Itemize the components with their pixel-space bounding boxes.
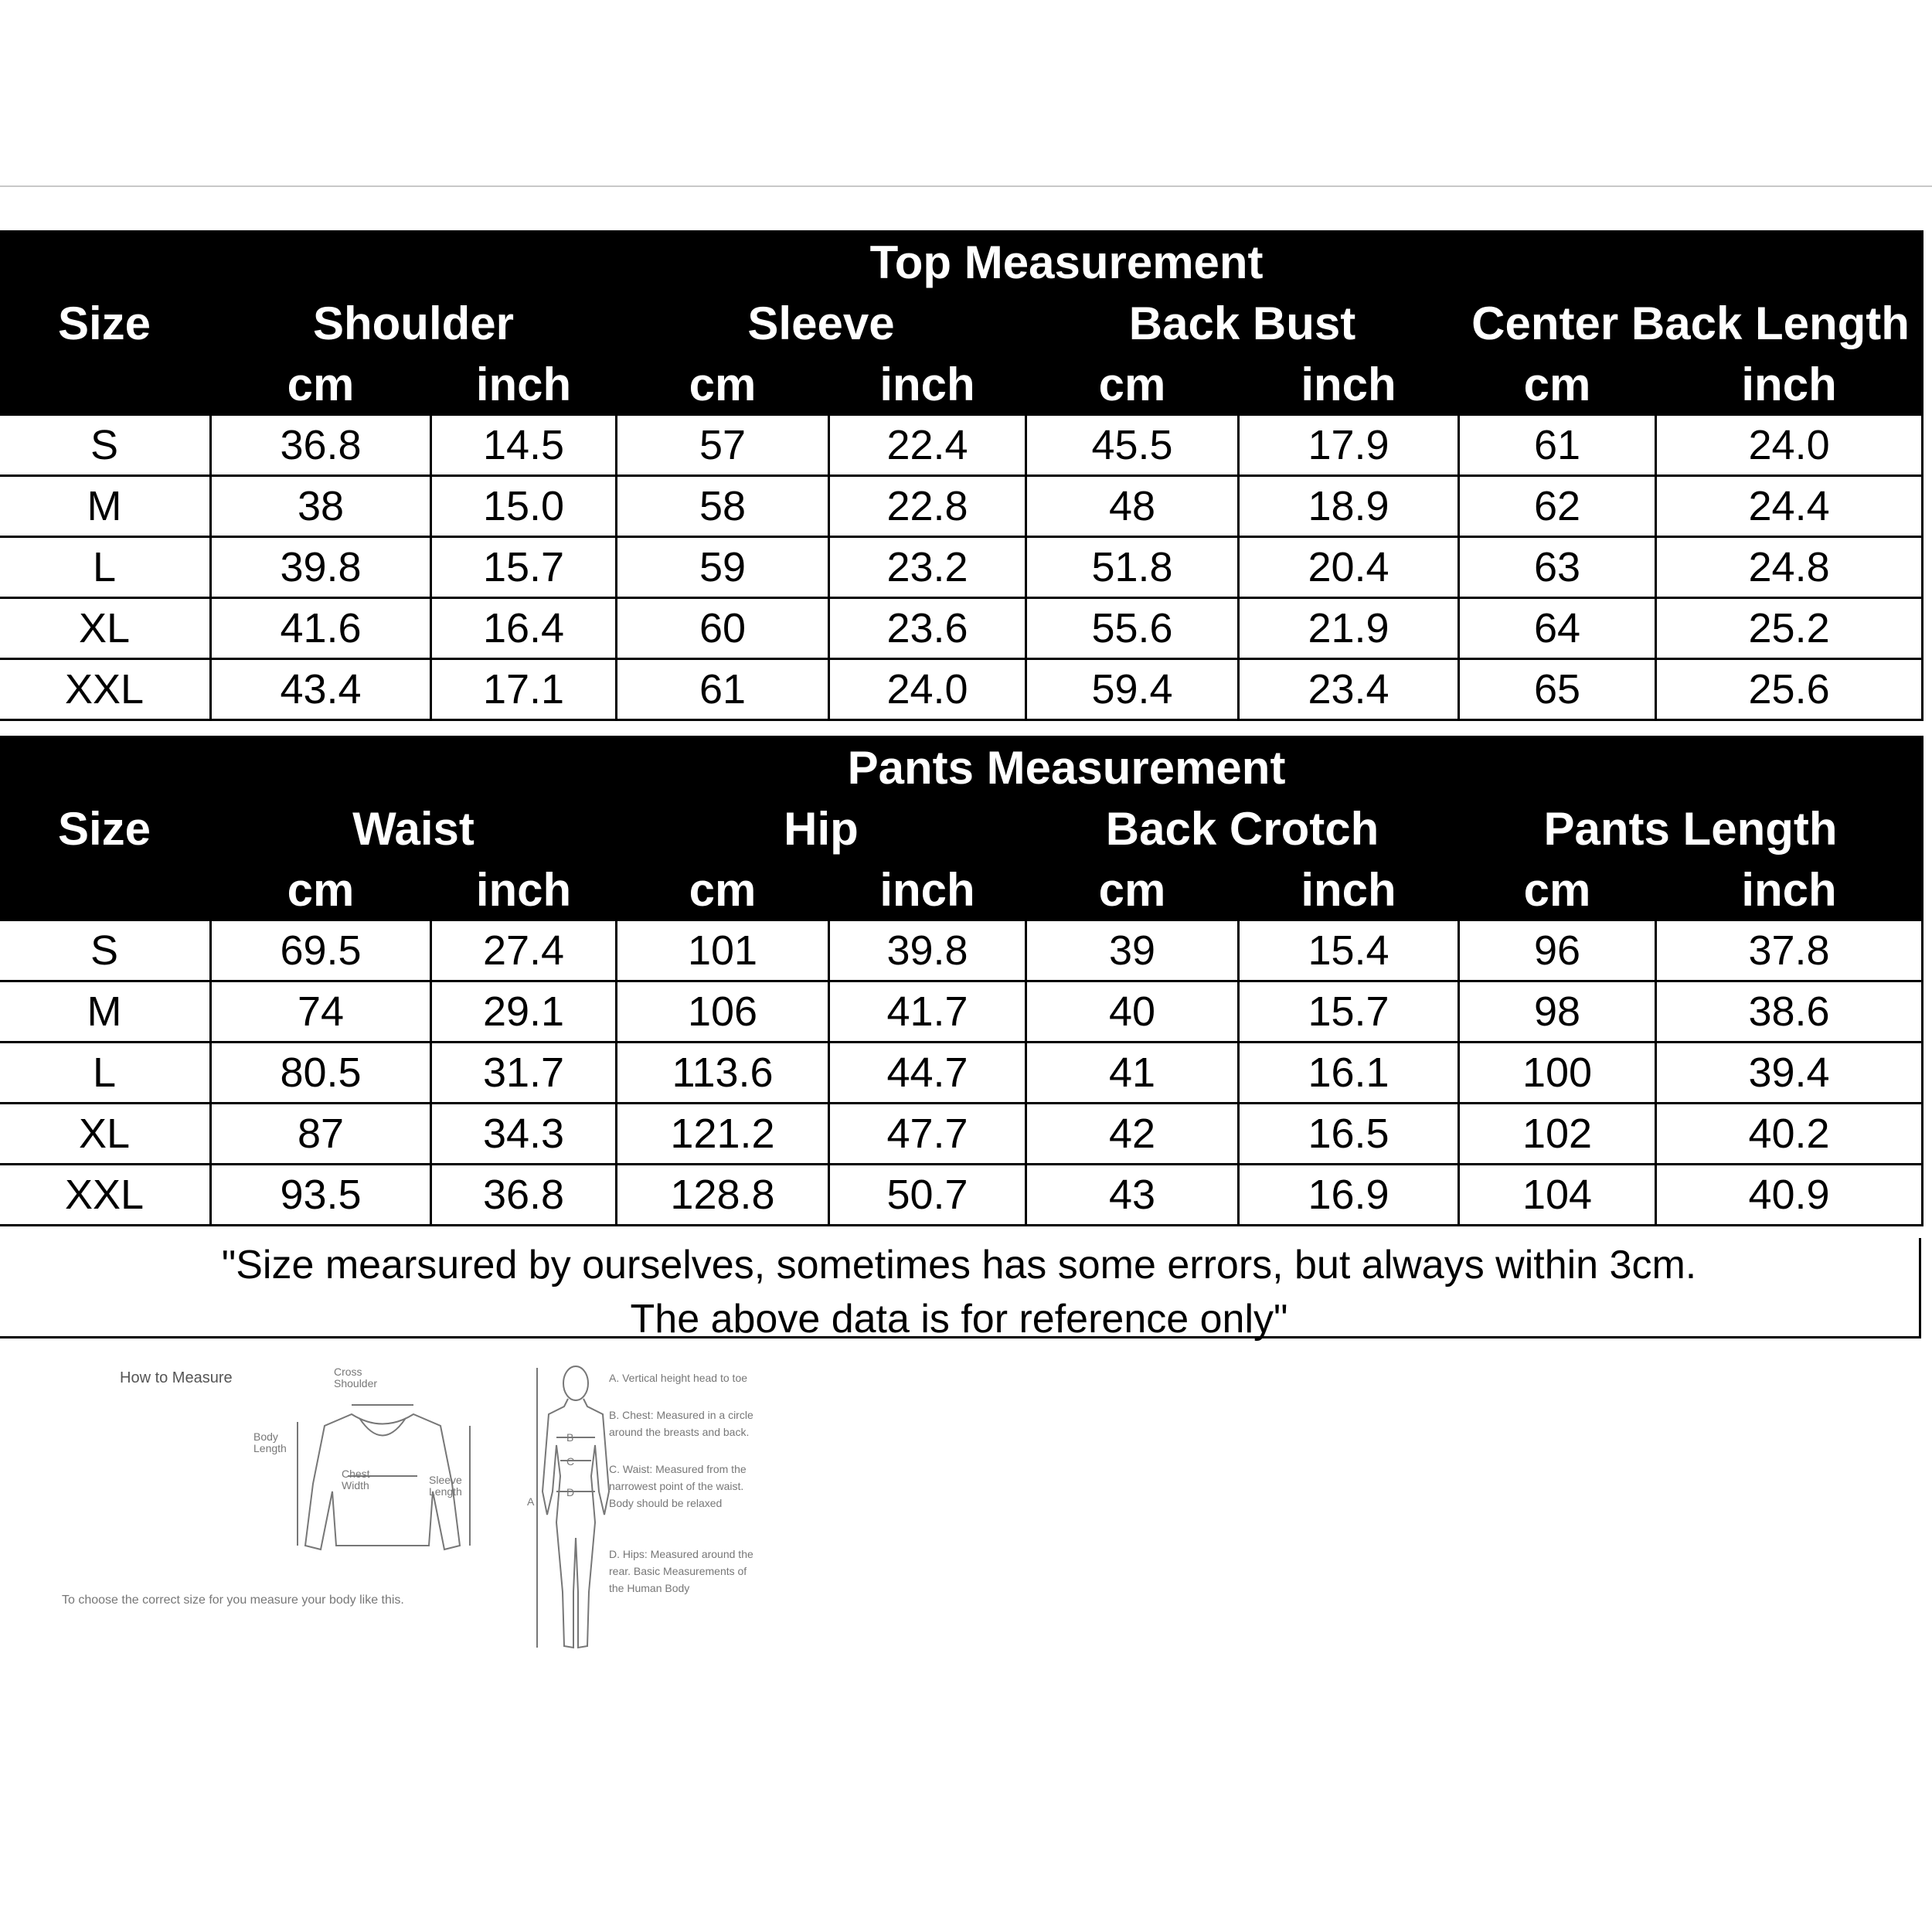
table-cell: 106 <box>617 981 829 1043</box>
table-cell: 55.6 <box>1026 598 1239 659</box>
table-cell: 48 <box>1026 476 1239 537</box>
table-cell: 24.0 <box>829 659 1026 720</box>
table-cell: 43 <box>1026 1165 1239 1226</box>
unit-header: inch <box>1239 354 1459 415</box>
size-cell: S <box>0 920 211 981</box>
how-to-measure-section <box>54 1360 788 1669</box>
table-cell: 128.8 <box>617 1165 829 1226</box>
table-cell: 24.0 <box>1656 415 1923 476</box>
table-cell: 20.4 <box>1239 537 1459 598</box>
table-cell: 59 <box>617 537 829 598</box>
size-cell: M <box>0 981 211 1043</box>
table-cell: 69.5 <box>211 920 431 981</box>
pants-title-row <box>0 737 1923 798</box>
measure-caption: To choose the correct size for you measure your body like this. <box>62 1594 404 1607</box>
body-letter: B <box>566 1431 574 1444</box>
table-cell: 40 <box>1026 981 1239 1043</box>
size-cell: XL <box>0 598 211 659</box>
table-row <box>0 920 1923 981</box>
table-cell: 42 <box>1026 1104 1239 1165</box>
table-cell: 15.7 <box>1239 981 1459 1043</box>
unit-header: inch <box>829 354 1026 415</box>
unit-header: cm <box>211 354 431 415</box>
table-cell: 65 <box>1459 659 1656 720</box>
table-cell: 24.4 <box>1656 476 1923 537</box>
measure-note: A. Vertical height head to toe <box>609 1372 748 1384</box>
how-to-measure-title: How to Measure <box>120 1369 233 1386</box>
table-cell: 80.5 <box>211 1043 431 1104</box>
size-cell: XL <box>0 1104 211 1165</box>
table-cell: 38.6 <box>1656 981 1923 1043</box>
sleeve-length-label: Sleeve Length <box>429 1474 462 1498</box>
table-cell: 60 <box>617 598 829 659</box>
table-cell: 51.8 <box>1026 537 1239 598</box>
table-cell: 39.8 <box>211 537 431 598</box>
disclaimer-line: The above data is for reference only" <box>630 1297 1288 1342</box>
table-cell: 41.6 <box>211 598 431 659</box>
unit-header: cm <box>1026 354 1239 415</box>
table-cell: 57 <box>617 415 829 476</box>
group-header: Back Bust <box>1026 293 1459 354</box>
size-cell: S <box>0 415 211 476</box>
unit-header: inch <box>431 354 617 415</box>
group-header: Hip <box>617 798 1026 859</box>
table-cell: 102 <box>1459 1104 1656 1165</box>
top-divider <box>0 185 1932 187</box>
top-measurement-table <box>0 230 1923 721</box>
disclaimer-note <box>0 1238 1921 1342</box>
table-cell: 34.3 <box>431 1104 617 1165</box>
table-cell: 16.9 <box>1239 1165 1459 1226</box>
table-cell: 15.4 <box>1239 920 1459 981</box>
table-cell: 50.7 <box>829 1165 1026 1226</box>
measure-note: B. Chest: Measured in a circle around the breasts and back. <box>609 1409 753 1438</box>
table-cell: 21.9 <box>1239 598 1459 659</box>
table-cell: 15.7 <box>431 537 617 598</box>
size-cell: XXL <box>0 659 211 720</box>
pants-unit-row <box>0 859 1923 920</box>
table-cell: 23.4 <box>1239 659 1459 720</box>
table-cell: 63 <box>1459 537 1656 598</box>
size-header: Size <box>0 737 211 920</box>
group-header: Waist <box>211 798 617 859</box>
table-cell: 96 <box>1459 920 1656 981</box>
table-cell: 15.0 <box>431 476 617 537</box>
table-row <box>0 415 1923 476</box>
table-cell: 121.2 <box>617 1104 829 1165</box>
table-row <box>0 476 1923 537</box>
table-cell: 62 <box>1459 476 1656 537</box>
top-group-row <box>0 293 1923 354</box>
table-row <box>0 598 1923 659</box>
unit-header: inch <box>1656 354 1923 415</box>
table-cell: 16.1 <box>1239 1043 1459 1104</box>
table-title: Pants Measurement <box>211 737 1923 798</box>
size-cell: M <box>0 476 211 537</box>
table-row <box>0 659 1923 720</box>
table-cell: 41 <box>1026 1043 1239 1104</box>
unit-header: cm <box>617 859 829 920</box>
pants-measurement-table <box>0 736 1923 1226</box>
table-cell: 39.4 <box>1656 1043 1923 1104</box>
table-cell: 37.8 <box>1656 920 1923 981</box>
table-cell: 61 <box>1459 415 1656 476</box>
unit-header: cm <box>211 859 431 920</box>
table-cell: 98 <box>1459 981 1656 1043</box>
table-cell: 38 <box>211 476 431 537</box>
table-cell: 101 <box>617 920 829 981</box>
table-cell: 43.4 <box>211 659 431 720</box>
unit-header: inch <box>1239 859 1459 920</box>
table-cell: 104 <box>1459 1165 1656 1226</box>
table-cell: 87 <box>211 1104 431 1165</box>
table-cell: 31.7 <box>431 1043 617 1104</box>
measure-note: C. Waist: Measured from the narrowest point of the waist. Body should be relaxed <box>609 1463 747 1509</box>
table-cell: 40.2 <box>1656 1104 1923 1165</box>
table-cell: 74 <box>211 981 431 1043</box>
size-cell: L <box>0 1043 211 1104</box>
table-cell: 22.4 <box>829 415 1026 476</box>
body-length-label: Body Length <box>253 1430 287 1454</box>
table-cell: 29.1 <box>431 981 617 1043</box>
size-cell: XXL <box>0 1165 211 1226</box>
table-cell: 100 <box>1459 1043 1656 1104</box>
table-cell: 23.6 <box>829 598 1026 659</box>
unit-header: inch <box>1656 859 1923 920</box>
table-cell: 25.2 <box>1656 598 1923 659</box>
shirt-diagram-icon <box>286 1391 479 1577</box>
table-cell: 39.8 <box>829 920 1026 981</box>
table-cell: 17.1 <box>431 659 617 720</box>
top-title-row <box>0 232 1923 293</box>
group-header: Pants Length <box>1459 798 1923 859</box>
table-cell: 25.6 <box>1656 659 1923 720</box>
table-cell: 93.5 <box>211 1165 431 1226</box>
size-cell: L <box>0 537 211 598</box>
group-header: Back Crotch <box>1026 798 1459 859</box>
table-cell: 23.2 <box>829 537 1026 598</box>
chest-width-label: Chest Width <box>342 1468 370 1492</box>
table-cell: 61 <box>617 659 829 720</box>
table-cell: 45.5 <box>1026 415 1239 476</box>
group-header: Center Back Length <box>1459 293 1923 354</box>
table-row <box>0 537 1923 598</box>
table-cell: 58 <box>617 476 829 537</box>
table-cell: 113.6 <box>617 1043 829 1104</box>
unit-header: cm <box>617 354 829 415</box>
table-row <box>0 981 1923 1043</box>
unit-header: cm <box>1459 354 1656 415</box>
table-row <box>0 1104 1923 1165</box>
table-cell: 36.8 <box>211 415 431 476</box>
top-unit-row <box>0 354 1923 415</box>
table-cell: 64 <box>1459 598 1656 659</box>
table-cell: 22.8 <box>829 476 1026 537</box>
shoulder-label: Cross Shoulder <box>334 1366 378 1389</box>
body-letter: A <box>527 1495 535 1508</box>
body-diagram-icon <box>533 1360 618 1654</box>
table-title: Top Measurement <box>211 232 1923 293</box>
table-cell: 41.7 <box>829 981 1026 1043</box>
table-cell: 40.9 <box>1656 1165 1923 1226</box>
table-row <box>0 1043 1923 1104</box>
unit-header: inch <box>829 859 1026 920</box>
unit-header: cm <box>1459 859 1656 920</box>
measure-note: D. Hips: Measured around the rear. Basic Measurements of the Human Body <box>609 1548 753 1594</box>
group-header: Shoulder <box>211 293 617 354</box>
table-cell: 36.8 <box>431 1165 617 1226</box>
table-cell: 47.7 <box>829 1104 1026 1165</box>
table-cell: 39 <box>1026 920 1239 981</box>
pants-group-row <box>0 798 1923 859</box>
unit-header: cm <box>1026 859 1239 920</box>
table-cell: 24.8 <box>1656 537 1923 598</box>
table-cell: 27.4 <box>431 920 617 981</box>
size-header: Size <box>0 232 211 415</box>
table-cell: 14.5 <box>431 415 617 476</box>
group-header: Sleeve <box>617 293 1026 354</box>
disclaimer-line: "Size mearsured by ourselves, sometimes has some errors, but always within 3cm. <box>221 1243 1697 1287</box>
table-cell: 16.5 <box>1239 1104 1459 1165</box>
table-row <box>0 1165 1923 1226</box>
table-cell: 44.7 <box>829 1043 1026 1104</box>
table-cell: 17.9 <box>1239 415 1459 476</box>
table-cell: 16.4 <box>431 598 617 659</box>
unit-header: inch <box>431 859 617 920</box>
table-cell: 18.9 <box>1239 476 1459 537</box>
body-letter: C <box>566 1455 575 1468</box>
table-cell: 59.4 <box>1026 659 1239 720</box>
body-letter: D <box>566 1486 575 1498</box>
